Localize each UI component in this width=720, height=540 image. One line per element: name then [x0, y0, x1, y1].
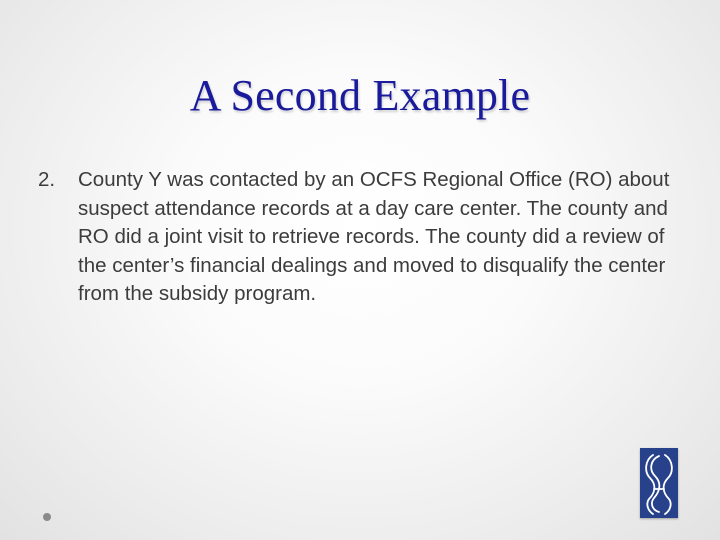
slide-title: A Second Example	[189, 71, 531, 120]
bullet-dot-icon	[43, 513, 51, 521]
numbered-list-item	[38, 166, 688, 309]
list-item-number: 2.	[38, 168, 56, 191]
ocfs-logo-icon	[640, 448, 678, 518]
list-item-text: County Y was contacted by an OCFS Regional Office (RO) about suspect attendance records at a day care center. The county and RO did a joint visit to retrieve records. The county did a review of the center’s financial dealings and moved to disqualify the center from the subsidy program.	[78, 168, 670, 306]
